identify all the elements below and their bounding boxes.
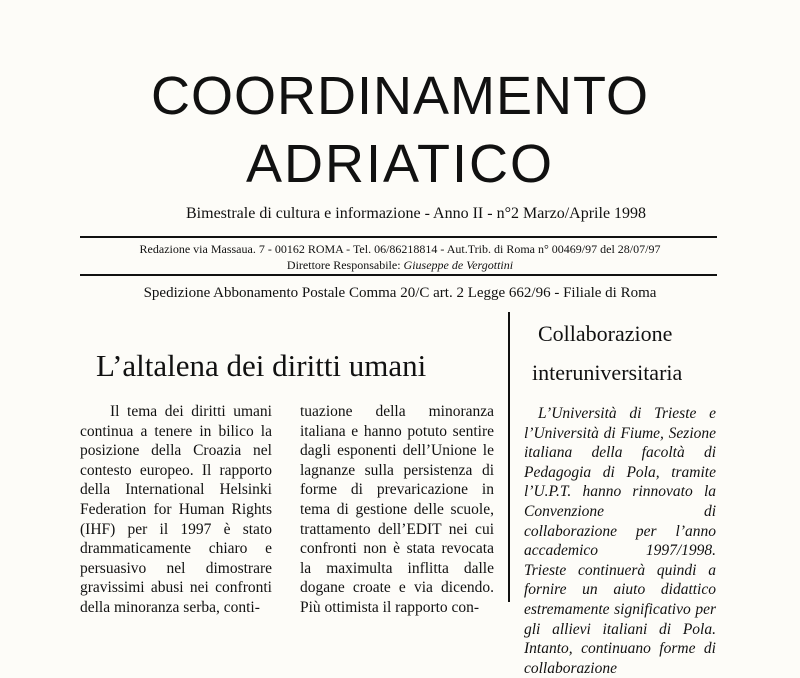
director-label: Direttore Responsabile: (286, 258, 401, 272)
masthead-subtitle: Bimestrale di cultura e informazione - Anno II - n°2 Marzo/Aprile 1998 (186, 205, 647, 222)
masthead-title-line1: COORDINAMENTO (150, 66, 650, 126)
rule-top (80, 236, 717, 238)
director-name: Giuseppe de Vergottini (403, 258, 514, 272)
side-article-body (524, 404, 716, 678)
column-divider (508, 312, 510, 602)
side-title-line1: Collaborazione (538, 321, 673, 346)
side-article-text: L’Università di Trieste e l’Università di Fiume, Sezione italiana della facoltà di Pedagogia di Pola, tramite l’U.P.T. hanno rinnovato la Convenzione di collaborazione per l’anno accademico 1997/1998. Trieste continuerà quindi a fornire un aiuto didattico estremamente significativo per gli allievi italiani di Pola. Intanto, continuano forme di collaborazione (524, 405, 716, 677)
headline: L’altalena dei diritti umani (96, 348, 427, 383)
article-column-2 (300, 402, 494, 618)
article-col2-text: tuazione della minoranza italiana e hanno potuto sentire dagli esponenti dell’Unione le lagnanze sulla persistenza di forme di prevaricazione in tema di gestione delle scuole, trattamento dell’EDIT nei cui confronti non è stata revocata la maximulta inflitta dalle dogane croate e via dicendo. Più ottimista il rapporto con- (300, 403, 494, 616)
article-column-1 (80, 402, 272, 618)
imprint-address: Redazione via Massaua. 7 - 00162 ROMA - Tel. 06/86218814 - Aut.Trib. di Roma n° 00469/97 del 28/07/97 (139, 242, 661, 256)
imprint-director (0, 258, 800, 273)
article-col1-text: Il tema dei diritti umani continua a tenere in bilico la posizione della Croazia nel contesto europeo. Il rapporto della International Helsinki Federation for Human Rights (IHF) per il 1997 è stato drammaticamente chiaro e persuasivo nel dimostrare gravissimi abusi nei confronti della minoranza serba, conti- (80, 403, 272, 616)
masthead-title-line2: ADRIATICO (245, 134, 554, 194)
rule-bottom (80, 274, 717, 276)
postal-line: Spedizione Abbonamento Postale Comma 20/C art. 2 Legge 662/96 - Filiale di Roma (143, 285, 657, 301)
side-title-line2: interuniversitaria (532, 360, 683, 385)
